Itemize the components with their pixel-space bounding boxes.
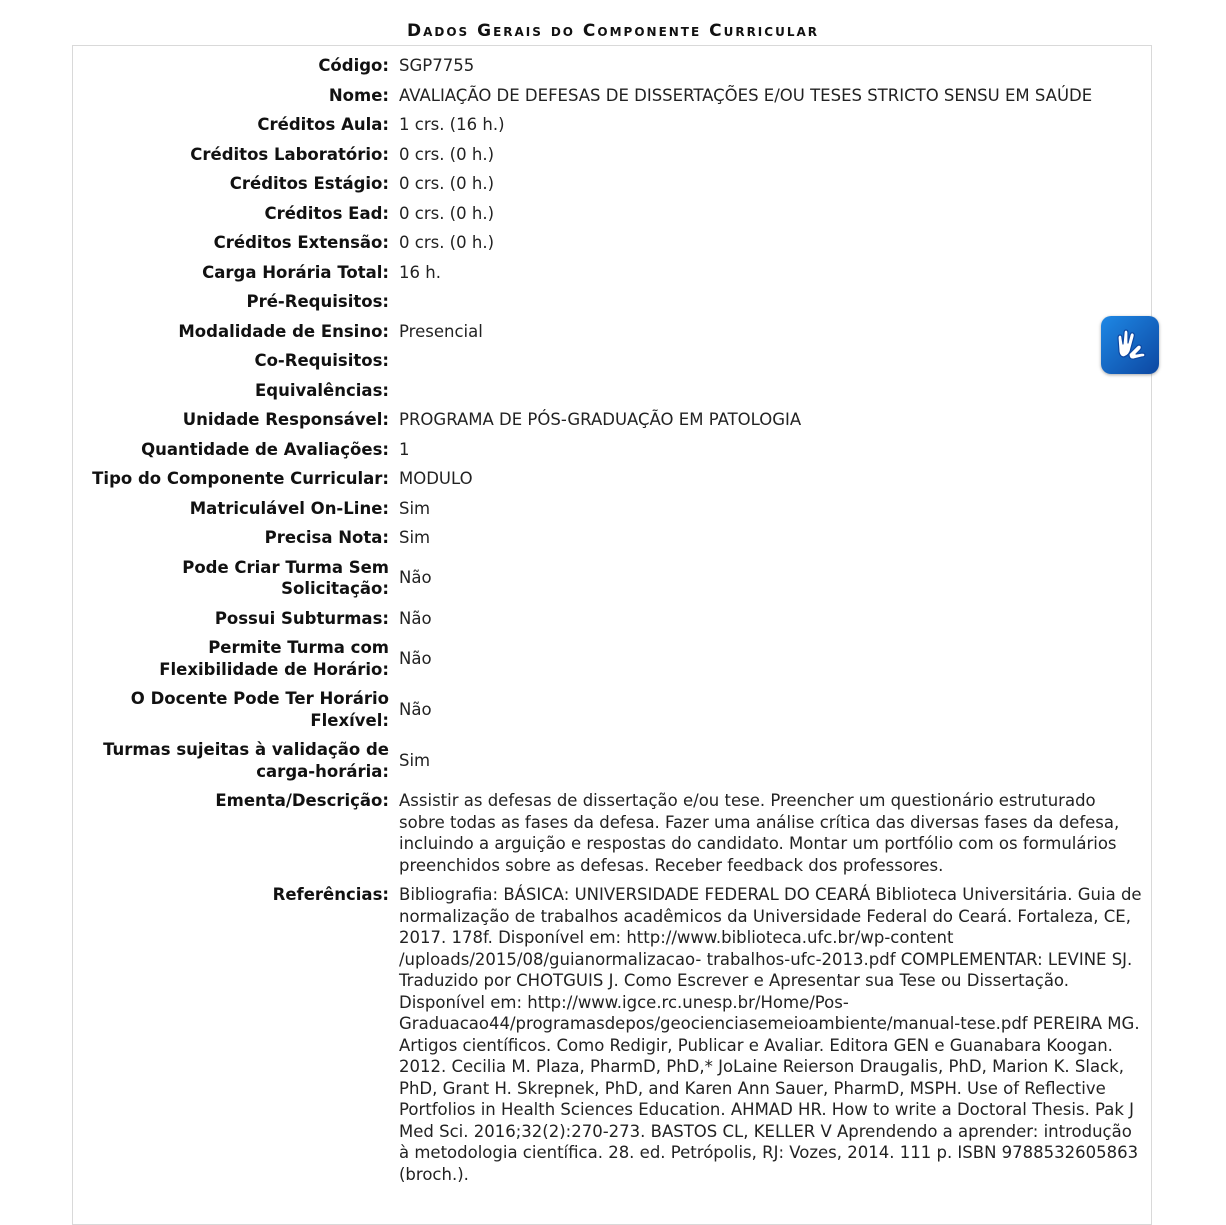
field-value: Presencial [399,321,483,341]
field-label: Referências: [272,885,389,904]
row-modalidade-de-ensino [82,317,1147,347]
field-value: Sim [399,498,431,518]
row-codigo [82,51,1147,81]
row-creditos-estagio [82,169,1147,199]
row-pre-requisitos [82,287,1147,317]
field-value: AVALIAÇÃO DE DEFESAS DE DISSERTAÇÕES E/OU TESES STRICTO SENSU EM SAÚDE [399,85,1093,105]
field-value: Não [399,608,432,628]
field-label: Co-Requisitos: [254,351,389,370]
field-label: Precisa Nota: [264,528,389,547]
row-creditos-aula [82,110,1147,140]
field-label: Carga Horária Total: [202,262,389,282]
field-label: Créditos Ead: [264,203,389,223]
field-value [395,287,1147,317]
row-matriculavel-online [82,494,1147,524]
sign-language-hands-icon [1109,324,1151,366]
field-value: Não [399,699,432,719]
row-creditos-laboratorio [82,140,1147,170]
field-value: Sim [399,750,431,770]
field-value: Bibliografia: BÁSICA: UNIVERSIDADE FEDERAL DO CEARÁ Biblioteca Universitária. Guia de normalização de trabalhos acadêmicos da Universidade Federal do Ceará. Fortaleza, CE, 2017. 178f. Disponível em: http://www.biblioteca.ufc.br/wp-content /uploads/2015/08/guianormalizacao- trabalhos-ufc-2013.pdf COMPLEMENTAR: LEVINE SJ. Traduzido por CHOTGUIS J. Como Escrever e Apresentar sua Tese ou Dissertação. Disponível em: http://www.igce.rc.unesp.br/Home/Pos-Graduacao44/programasdepos/geocienciasemeioambiente/manual-tese.pdf PEREIRA MG. Artigos científicos. Como Redigir, Publicar e Avaliar. Editora GEN e Guanabara Koogan. 2012. Cecilia M. Plaza, PharmD, PhD,* JoLaine Reierson Draugalis, PhD, Marion K. Slack, PhD, Grant H. Skrepnek, PhD, and Karen Ann Sauer, PharmD, MSPH. Use of Reflective Portfolios in Health Sciences Education. AHMAD HR. How to write a Doctoral Thesis. Pak J Med Sci. 2016;32(2):270-273. BASTOS CL, KELLER V Aprendendo a aprender: introdução à metodologia científica. 28. ed. Petrópolis, RJ: Vozes, 2014. 111 p. ISBN 9788532605863 (broch.). [399,885,1142,1184]
row-carga-horaria-total [82,258,1147,288]
field-label: Créditos Estágio: [229,174,389,193]
field-value: MODULO [399,469,473,488]
field-label: Pré-Requisitos: [246,292,389,311]
field-value: Assistir as defesas de dissertação e/ou tese. Preencher um questionário estruturado sobre todas as fases da defesa. Fazer uma análise crítica das diversas fases da defesa, incluindo a arguição e respostas do candidato. Montar um portfólio com os formulários preenchidos sobre as defesas. Receber feedback dos professores. [399,791,1120,875]
field-value: Não [399,648,432,668]
field-value [395,346,1147,376]
row-creditos-ead [82,199,1147,229]
row-tipo-do-componente [82,464,1147,494]
field-value: 1 [399,439,410,459]
row-precisa-nota [82,523,1147,553]
field-value: SGP7755 [399,56,475,75]
field-label: Equivalências: [255,380,389,400]
row-unidade-responsavel [82,405,1147,435]
field-label: Pode Criar Turma Sem Solicitação: [182,557,389,598]
section-title: Dados Gerais do Componente Curricular [407,21,819,41]
row-referencias [82,880,1147,1189]
field-label: Ementa/Descrição: [215,791,389,810]
field-label: Tipo do Componente Curricular: [92,469,389,488]
field-label: Créditos Laboratório: [190,144,389,164]
row-quantidade-de-avaliacoes [82,435,1147,465]
field-label: Créditos Aula: [257,115,389,134]
field-label: Nome: [328,85,389,105]
row-permite-turma-flexibilidade [82,633,1147,684]
row-pode-criar-turma [82,553,1147,604]
field-label: Unidade Responsável: [182,410,389,429]
row-equivalencias [82,376,1147,406]
row-nome [82,81,1147,111]
field-value: 0 crs. (0 h.) [399,203,495,223]
field-label: Permite Turma com Flexibilidade de Horário: [159,638,389,679]
field-value: Sim [399,528,431,547]
field-value: Não [399,568,432,588]
field-label: Possui Subturmas: [214,608,389,628]
field-value: 0 crs. (0 h.) [399,174,495,193]
component-details-table [82,51,1147,1189]
row-co-requisitos [82,346,1147,376]
field-label: Créditos Extensão: [213,233,389,252]
field-label: Modalidade de Ensino: [178,321,389,341]
field-value: 16 h. [399,262,441,282]
field-value: 1 crs. (16 h.) [399,115,505,134]
row-possui-subturmas [82,604,1147,634]
field-label: O Docente Pode Ter Horário Flexível: [130,689,389,730]
field-value [395,376,1147,406]
field-value: 0 crs. (0 h.) [399,144,495,164]
row-ementa-descricao [82,786,1147,880]
accessibility-widget-button[interactable] [1101,316,1159,374]
row-docente-horario-flexivel [82,684,1147,735]
field-value: 0 crs. (0 h.) [399,233,495,252]
field-label: Código: [318,56,389,75]
row-turmas-validacao [82,735,1147,786]
row-creditos-extensao [82,228,1147,258]
field-label: Quantidade de Avaliações: [141,439,389,459]
field-label: Turmas sujeitas à validação de carga-horária: [103,740,389,781]
field-label: Matriculável On-Line: [189,498,389,518]
field-value: PROGRAMA DE PÓS-GRADUAÇÃO EM PATOLOGIA [399,410,802,429]
